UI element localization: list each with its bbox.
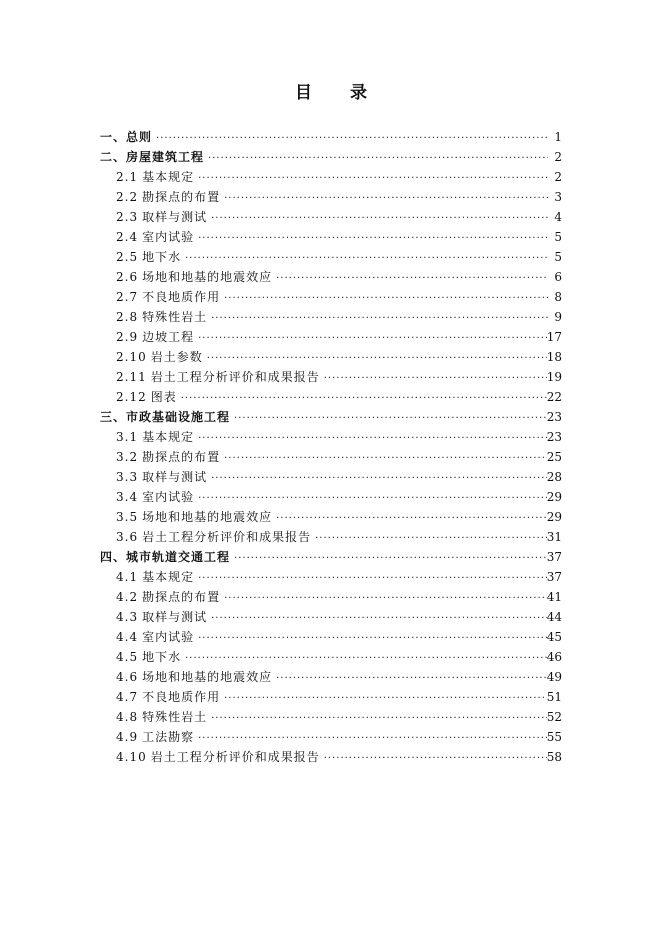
toc-entry-title: 基本规定 [142, 430, 195, 444]
toc-page-number: 23 [546, 430, 562, 444]
toc-page-number: 5 [554, 230, 562, 244]
toc-dot-leader [311, 529, 547, 549]
toc-entry-title: 场地和地基的地震效应 [142, 670, 273, 684]
toc-dot-leader [204, 149, 548, 169]
toc-page-number: 58 [546, 750, 562, 764]
toc-entry-title: 岩土参数 [150, 350, 203, 364]
toc-entry-number: 4.10 [116, 750, 147, 764]
toc-entry-number: 2.10 [116, 350, 147, 364]
toc-page-number: 49 [546, 670, 562, 684]
toc-page-number: 18 [546, 350, 562, 364]
toc-entry-title: 特殊性岩土 [142, 710, 208, 724]
toc-page-number: 51 [546, 690, 562, 704]
toc-entry-number: 2.9 [116, 330, 139, 344]
toc-dot-leader [194, 729, 547, 749]
toc-entry-number: 4.8 [116, 710, 139, 724]
toc-subsection-entry[interactable] [100, 187, 562, 207]
toc-dot-leader [220, 589, 547, 609]
toc-page-number: 37 [546, 550, 562, 564]
toc-subsection-entry[interactable] [100, 207, 562, 227]
toc-subsection-entry[interactable] [100, 647, 562, 667]
toc-page-number: 29 [546, 510, 562, 524]
toc-dot-leader [220, 189, 548, 209]
toc-entry-title: 城市轨道交通工程 [126, 550, 231, 564]
toc-dot-leader [207, 309, 548, 329]
toc-dot-leader [203, 349, 547, 369]
toc-page-number: 4 [554, 210, 562, 224]
toc-page-number: 25 [546, 450, 562, 464]
toc-dot-leader [194, 569, 547, 589]
toc-entry-title: 取样与测试 [142, 470, 208, 484]
toc-entry-number: 2.3 [116, 210, 139, 224]
toc-page-number: 2 [554, 150, 562, 164]
toc-entry-number: 4.3 [116, 610, 139, 624]
toc-page-number: 31 [546, 530, 562, 544]
toc-dot-leader [220, 289, 548, 309]
toc-dot-leader [272, 509, 547, 529]
toc-entry-title: 不良地质作用 [142, 290, 221, 304]
toc-subsection-entry[interactable] [100, 507, 562, 527]
toc-subsection-entry[interactable] [100, 747, 562, 767]
toc-entry-number: 四、 [100, 550, 127, 564]
toc-dot-leader [272, 669, 547, 689]
toc-entry-number: 2.6 [116, 270, 139, 284]
toc-entry-number: 4.2 [116, 590, 139, 604]
toc-entry-title: 勘探点的布置 [142, 590, 221, 604]
toc-entry-number: 2.7 [116, 290, 139, 304]
toc-dot-leader [220, 689, 547, 709]
toc-dot-leader [194, 489, 547, 509]
toc-page-number: 23 [546, 410, 562, 424]
toc-dot-leader [207, 209, 548, 229]
toc-page-number: 28 [546, 470, 562, 484]
toc-entry-number: 3.2 [116, 450, 139, 464]
toc-dot-leader [272, 269, 548, 289]
toc-entry-title: 室内试验 [142, 230, 195, 244]
toc-dot-leader [207, 469, 547, 489]
toc-entry-number: 3.5 [116, 510, 139, 524]
toc-entry-title: 室内试验 [142, 630, 195, 644]
toc-entry-number: 2.12 [116, 390, 147, 404]
toc-subsection-entry[interactable] [100, 327, 562, 347]
toc-entry-number: 2.1 [116, 170, 139, 184]
toc-section-entry[interactable] [100, 147, 562, 167]
toc-entry-number: 3.3 [116, 470, 139, 484]
toc-subsection-entry[interactable] [100, 667, 562, 687]
toc-subsection-entry[interactable] [100, 687, 562, 707]
toc-entry-title: 基本规定 [142, 170, 195, 184]
toc-dot-leader [220, 449, 547, 469]
toc-page-number: 1 [554, 130, 562, 144]
toc-dot-leader [194, 329, 547, 349]
toc-entry-title: 岩土工程分析评价和成果报告 [142, 530, 312, 544]
toc-subsection-entry[interactable] [100, 387, 562, 407]
toc-dot-leader [230, 409, 547, 429]
toc-entry-title: 室内试验 [142, 490, 195, 504]
toc-entry-title: 勘探点的布置 [142, 450, 221, 464]
toc-dot-leader [177, 389, 547, 409]
toc-subsection-entry[interactable] [100, 167, 562, 187]
toc-entry-title: 边坡工程 [142, 330, 195, 344]
toc-page-number: 46 [546, 650, 562, 664]
toc-dot-leader [194, 229, 548, 249]
toc-entry-number: 2.4 [116, 230, 139, 244]
toc-dot-leader [194, 629, 547, 649]
toc-entry-title: 场地和地基的地震效应 [142, 510, 273, 524]
toc-dot-leader [230, 549, 547, 569]
toc-entry-title: 房屋建筑工程 [126, 150, 205, 164]
toc-page-number: 29 [546, 490, 562, 504]
toc-subsection-entry[interactable] [100, 307, 562, 327]
toc-page-number: 3 [554, 190, 562, 204]
toc-subsection-entry[interactable] [100, 467, 562, 487]
toc-entry-title: 岩土工程分析评价和成果报告 [150, 370, 320, 384]
toc-subsection-entry[interactable] [100, 627, 562, 647]
toc-entry-number: 3.4 [116, 490, 139, 504]
toc-subsection-entry[interactable] [100, 367, 562, 387]
toc-entry-title: 勘探点的布置 [142, 190, 221, 204]
toc-page-number: 9 [554, 310, 562, 324]
toc-page-number: 22 [546, 390, 562, 404]
toc-entry-title: 取样与测试 [142, 210, 208, 224]
toc-entry-number: 4.1 [116, 570, 139, 584]
toc-section-entry[interactable] [100, 407, 562, 427]
toc-entry-title: 地下水 [142, 650, 182, 664]
toc-entry-title: 基本规定 [142, 570, 195, 584]
toc-section-entry[interactable] [100, 547, 562, 567]
toc-entry-number: 4.7 [116, 690, 139, 704]
toc-subsection-entry[interactable] [100, 227, 562, 247]
toc-subsection-entry[interactable] [100, 267, 562, 287]
toc-subsection-entry[interactable] [100, 287, 562, 307]
toc-subsection-entry[interactable] [100, 247, 562, 267]
toc-subsection-entry[interactable] [100, 727, 562, 747]
toc-entry-number: 一、 [100, 130, 127, 144]
toc-subsection-entry[interactable] [100, 587, 562, 607]
toc-entry-number: 4.5 [116, 650, 139, 664]
toc-entry-title: 图表 [150, 390, 177, 404]
toc-entry-title: 工法勘察 [142, 730, 195, 744]
toc-entry-title: 市政基础设施工程 [126, 410, 231, 424]
toc-subsection-entry[interactable] [100, 427, 562, 447]
toc-dot-leader [320, 369, 547, 389]
toc-page-number: 37 [546, 570, 562, 584]
toc-entry-title: 特殊性岩土 [142, 310, 208, 324]
toc-entry-title: 取样与测试 [142, 610, 208, 624]
toc-dot-leader [194, 169, 548, 189]
toc-subsection-entry[interactable] [100, 707, 562, 727]
toc-subsection-entry[interactable] [100, 447, 562, 467]
toc-entry-title: 岩土工程分析评价和成果报告 [150, 750, 320, 764]
toc-page-number: 41 [546, 590, 562, 604]
toc-dot-leader [207, 709, 547, 729]
toc-page-number: 8 [554, 290, 562, 304]
toc-dot-leader [181, 249, 548, 269]
toc-page-number: 5 [554, 250, 562, 264]
toc-dot-leader [207, 609, 547, 629]
toc-entry-number: 三、 [100, 410, 127, 424]
toc-entry-number: 2.11 [116, 370, 147, 384]
toc-page-number: 44 [546, 610, 562, 624]
toc-entry-title: 总则 [126, 130, 153, 144]
toc-dot-leader [194, 429, 547, 449]
toc-subsection-entry[interactable] [100, 527, 562, 547]
toc-entry-number: 3.1 [116, 430, 139, 444]
toc-entry-number: 4.9 [116, 730, 139, 744]
toc-subsection-entry[interactable] [100, 487, 562, 507]
toc-page-number: 6 [554, 270, 562, 284]
table-of-contents [100, 127, 562, 767]
toc-subsection-entry[interactable] [100, 347, 562, 367]
page-title: 目 录 [295, 83, 383, 103]
toc-page-number: 19 [546, 370, 562, 384]
toc-page-number: 17 [546, 330, 562, 344]
toc-entry-number: 3.6 [116, 530, 139, 544]
toc-entry-number: 4.6 [116, 670, 139, 684]
toc-subsection-entry[interactable] [100, 607, 562, 627]
toc-entry-number: 2.2 [116, 190, 139, 204]
toc-dot-leader [320, 749, 547, 769]
toc-page-number: 2 [554, 170, 562, 184]
toc-dot-leader [152, 129, 548, 149]
toc-page-number: 55 [546, 730, 562, 744]
toc-entry-title: 场地和地基的地震效应 [142, 270, 273, 284]
toc-entry-number: 2.5 [116, 250, 139, 264]
toc-dot-leader [181, 649, 547, 669]
toc-page-number: 45 [546, 630, 562, 644]
toc-entry-title: 地下水 [142, 250, 182, 264]
toc-entry-number: 4.4 [116, 630, 139, 644]
toc-entry-number: 2.8 [116, 310, 139, 324]
toc-section-entry[interactable] [100, 127, 562, 147]
toc-page-number: 52 [546, 710, 562, 724]
toc-entry-title: 不良地质作用 [142, 690, 221, 704]
toc-subsection-entry[interactable] [100, 567, 562, 587]
toc-entry-number: 二、 [100, 150, 127, 164]
